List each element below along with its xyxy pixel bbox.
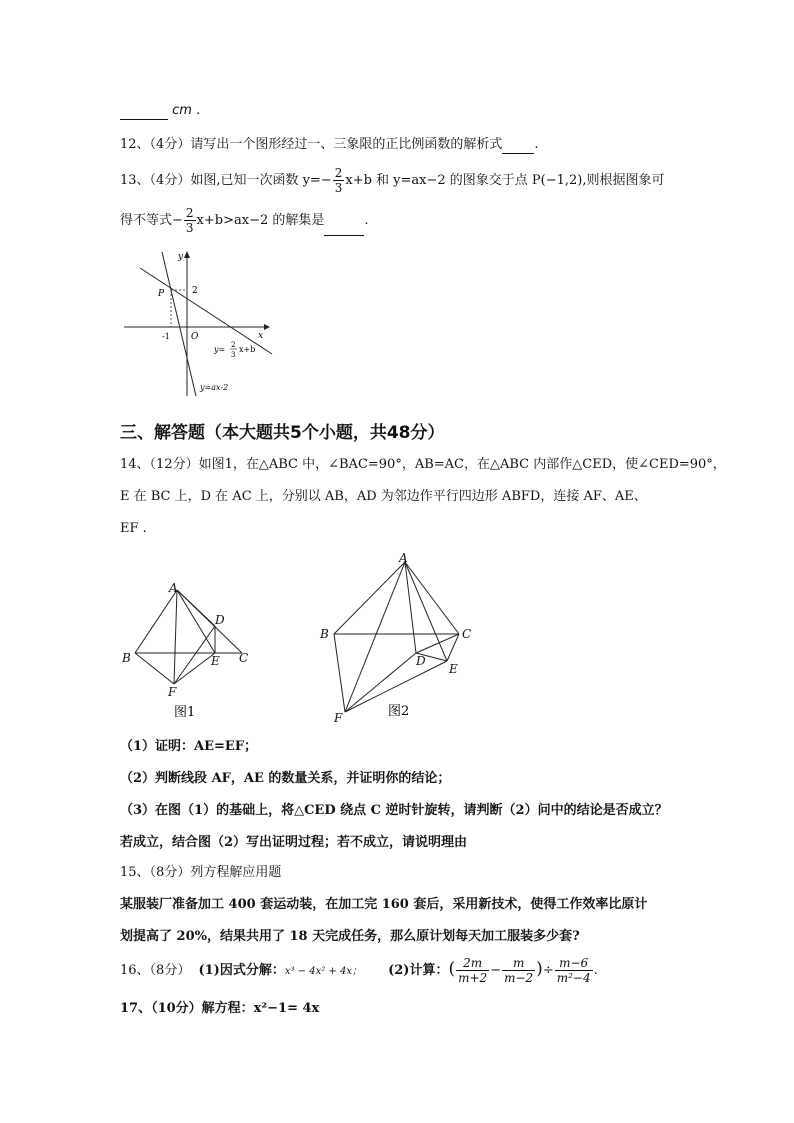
y-axis-arrow <box>184 251 190 258</box>
q12-suffix: . <box>534 137 539 152</box>
point-p-label: P <box>158 289 165 299</box>
question-15-line3: 划提高了 20%，结果共用了 18 天完成任务，那么原计划每天加工服装多少套? <box>120 929 580 944</box>
answer-blank <box>120 119 168 120</box>
q13-text-b: x+b 和 y=ax−2 的图象交于点 P(−1,2),则根据图象可 <box>345 173 665 188</box>
frac-den: m−2 <box>504 971 534 985</box>
q16-prefix: 16、（8分） <box>120 963 191 978</box>
question-13-line1 <box>120 166 665 196</box>
line-label-1-prefix: y= <box>214 345 226 354</box>
line-label-1-den: 3 <box>231 351 236 359</box>
line-y-ax-minus-2 <box>162 252 196 396</box>
fig1-caption: 图1 <box>174 705 196 720</box>
frac-den: 3 <box>334 181 343 195</box>
seg-df <box>174 626 215 684</box>
frac-num: 2m <box>456 956 489 971</box>
seg-ac <box>405 562 459 634</box>
axis-y-label: y <box>178 252 184 262</box>
answer-blank <box>324 235 364 236</box>
fraction-2-3 <box>184 206 196 235</box>
question-14-sub1: （1）证明：AE=EF； <box>120 739 258 754</box>
q16-part2-label: (2)计算： <box>388 963 449 978</box>
fraction-m-over-m-minus-2 <box>502 956 535 985</box>
fig1-label-e: E <box>211 654 220 668</box>
q13-text-a: 13、（4分）如图,已知一次函数 y=− <box>120 173 332 188</box>
fig2-label-f: F <box>334 711 343 725</box>
question-14-sub2: （2）判断线段 AF，AE 的数量关系，并证明你的结论； <box>120 771 451 786</box>
fig1-label-d: D <box>215 613 225 627</box>
seg-ab <box>135 590 177 653</box>
tick-neg1-label: -1 <box>162 332 170 341</box>
question-14-sub3-line1: （3）在图（1）的基础上，将△CED 绕点 C 逆时针旋转，请判断（2）问中的结论是否成立？ <box>120 803 668 818</box>
fig1-label-b: B <box>122 651 131 665</box>
q13-text-c: 得不等式− <box>120 213 183 228</box>
fig2-label-a: A <box>399 551 408 565</box>
question-15-line2: 某服装厂准备加工 400 套运动装，在加工完 160 套后，采用新技术，使得工作效率比原计 <box>120 897 648 912</box>
seg-bf <box>135 653 174 684</box>
q13-text-d: x+b>ax−2 的解集是 <box>196 213 325 228</box>
fraction-2m-over-m-plus-2 <box>456 956 489 985</box>
answer-blank <box>502 153 534 154</box>
frac-num: 2 <box>185 206 194 220</box>
fig2-label-d: D <box>416 654 426 668</box>
frac-num: m−6 <box>555 956 593 971</box>
line-label-2: y=ax-2 <box>200 383 229 392</box>
question-13-line2 <box>120 206 369 236</box>
fig1-label-f: F <box>168 685 177 699</box>
question-12 <box>120 136 538 154</box>
fraction-m-minus-6-over-m2-minus-4 <box>555 956 593 985</box>
unit-text: cm <box>172 103 192 118</box>
line-label-1-suffix: x+b <box>239 345 256 354</box>
question-15-line1: 15、（8分）列方程解应用题 <box>120 865 282 880</box>
seg-ab <box>334 562 405 634</box>
q12-text: 12、（4分）请写出一个图形经过一、三象限的正比例函数的解析式 <box>120 137 503 152</box>
fig2-label-b: B <box>320 627 329 641</box>
fraction-2-3 <box>333 166 345 195</box>
fig2-label-e: E <box>449 662 458 676</box>
section-3-heading: 三、解答题（本大题共5个小题，共48分） <box>120 423 445 443</box>
question-14-sub3-line2: 若成立，结合图（2）写出证明过程；若不成立，请说明理由 <box>120 835 468 850</box>
axis-x-label: x <box>258 331 264 341</box>
frac-den: m²−4 <box>556 971 591 985</box>
figure-1 <box>118 578 258 720</box>
frac-num: 2 <box>334 166 343 180</box>
seg-af <box>345 562 405 712</box>
period: . <box>196 103 201 118</box>
frac-den: m+2 <box>458 971 488 985</box>
tick-2-label: 2 <box>192 286 198 296</box>
q16-part1-expr: x³ − 4x² + 4x； <box>284 966 362 977</box>
origin-label: O <box>191 332 199 342</box>
q16-part1-label: (1)因式分解： <box>198 963 285 978</box>
question-14-line2: E 在 BC 上，D 在 AC 上，分别以 AB，AD 为邻边作平行四边形 ABFD，连接 AF、AE、 <box>120 489 647 504</box>
line-label-1-num: 2 <box>231 341 236 349</box>
seg-af <box>174 590 177 684</box>
question-16: 16、（8分） (1)因式分解：x³ − 4x² + 4x； (2)计算：( $\frac{2m}{m+2}$ − $\frac{m}{m-2}$ )÷ $\frac{m-6}{\text{m²−4}}$ . <box>120 956 598 985</box>
question-14-line3: EF . <box>120 521 147 536</box>
fig2-label-c: C <box>462 627 472 641</box>
frac-num: m <box>502 956 535 971</box>
seg-bf <box>334 634 345 712</box>
figure-2 <box>316 550 480 726</box>
question-14-line1: 14、（12分）如图1，在△ABC 中，∠BAC=90°，AB=AC，在△ABC 内部作△CED，使∠CED=90°， <box>120 457 726 472</box>
question-17: 17、（10分）解方程：x²−1= 4x <box>120 1001 320 1016</box>
fig2-caption: 图2 <box>388 704 410 719</box>
fig1-label-a: A <box>169 581 178 595</box>
q13-suffix: . <box>364 213 369 228</box>
seg-ef <box>174 653 215 684</box>
seg-dc <box>416 634 459 653</box>
frac-den: 3 <box>185 221 194 235</box>
x-axis-arrow <box>264 324 270 330</box>
line-y-neg-two-thirds <box>140 268 272 354</box>
q11-tail <box>120 102 200 120</box>
q13-function-graph <box>118 248 278 398</box>
fig1-label-c: C <box>239 651 249 665</box>
